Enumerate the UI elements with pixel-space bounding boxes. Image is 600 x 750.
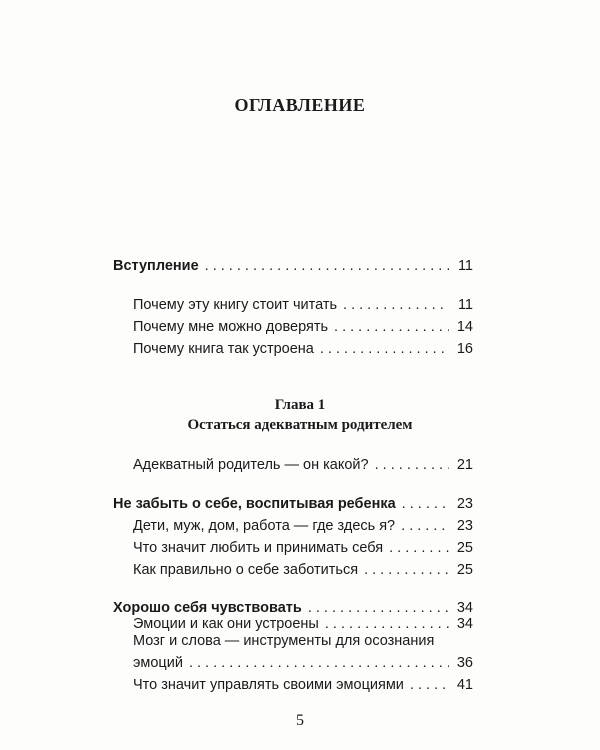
toc-section	[113, 496, 473, 512]
toc-section-title: Хорошо себя чувствовать	[113, 600, 302, 616]
toc-entry-title: Почему книга так устроена	[133, 341, 314, 357]
toc-page-number: 16	[456, 341, 473, 357]
dot-leader	[205, 258, 449, 274]
chapter-label: Глава 1	[274, 397, 326, 413]
toc-entry-title: Вступление	[113, 258, 199, 274]
toc-entry	[133, 540, 473, 556]
dot-leader	[334, 319, 449, 335]
toc-entry-title: Дети, муж, дом, работа — где здесь я?	[133, 518, 396, 534]
toc-entry	[133, 518, 473, 534]
page-title: ОГЛАВЛЕНИЕ	[234, 95, 366, 115]
toc-entry-title: Что значит любить и принимать себя	[133, 540, 384, 556]
toc-page-number: 25	[456, 562, 473, 578]
toc-page-number: 41	[456, 677, 473, 693]
toc-entry	[133, 319, 473, 335]
dot-leader	[308, 600, 449, 616]
dot-leader	[189, 655, 449, 671]
toc-section-title: Не забыть о себе, воспитывая ребенка	[113, 496, 396, 512]
toc-section	[113, 600, 473, 616]
toc-entry-intro	[113, 258, 473, 274]
toc-page-number: 23	[456, 496, 473, 512]
toc-page-number: 34	[456, 616, 473, 632]
toc-entry-title: Что значит управлять своими эмоциями	[133, 677, 404, 693]
toc-page-number: 11	[457, 258, 473, 274]
toc-entry-title: Как правильно о себе заботиться	[133, 562, 359, 578]
toc-page-number: 11	[457, 297, 473, 313]
toc-page-number: 14	[456, 319, 473, 335]
dot-leader	[410, 677, 449, 693]
toc-entry	[133, 457, 473, 473]
dot-leader	[401, 518, 449, 534]
dot-leader	[320, 341, 449, 357]
page-number: 5	[296, 712, 304, 729]
dot-leader	[375, 457, 449, 473]
toc-entry	[133, 677, 473, 693]
toc-page-number: 34	[456, 600, 473, 616]
toc-entry-title: Адекватный родитель — он какой?	[133, 457, 369, 473]
dot-leader	[389, 540, 449, 556]
toc-entry	[133, 616, 473, 632]
toc-entry	[133, 297, 473, 313]
dot-leader	[325, 616, 449, 632]
dot-leader	[402, 496, 449, 512]
toc-page-number: 23	[456, 518, 473, 534]
toc-entry	[133, 562, 473, 578]
toc-entry-title-line1: Мозг и слова — инструменты для осознания	[133, 633, 435, 649]
toc-entry-title: Эмоции и как они устроены	[133, 616, 319, 632]
toc-page-number: 25	[456, 540, 473, 556]
dot-leader	[364, 562, 449, 578]
toc-entry	[133, 655, 473, 671]
dot-leader	[343, 297, 449, 313]
toc-entry-title: Почему мне можно доверять	[133, 319, 329, 335]
toc-page-number: 21	[456, 457, 473, 473]
toc-entry	[133, 341, 473, 357]
toc-entry-title-line2: эмоций	[133, 655, 183, 671]
toc-page-number: 36	[456, 655, 473, 671]
toc-entry-title: Почему эту книгу стоит читать	[133, 297, 338, 313]
chapter-title: Остаться адекватным родителем	[187, 417, 413, 433]
